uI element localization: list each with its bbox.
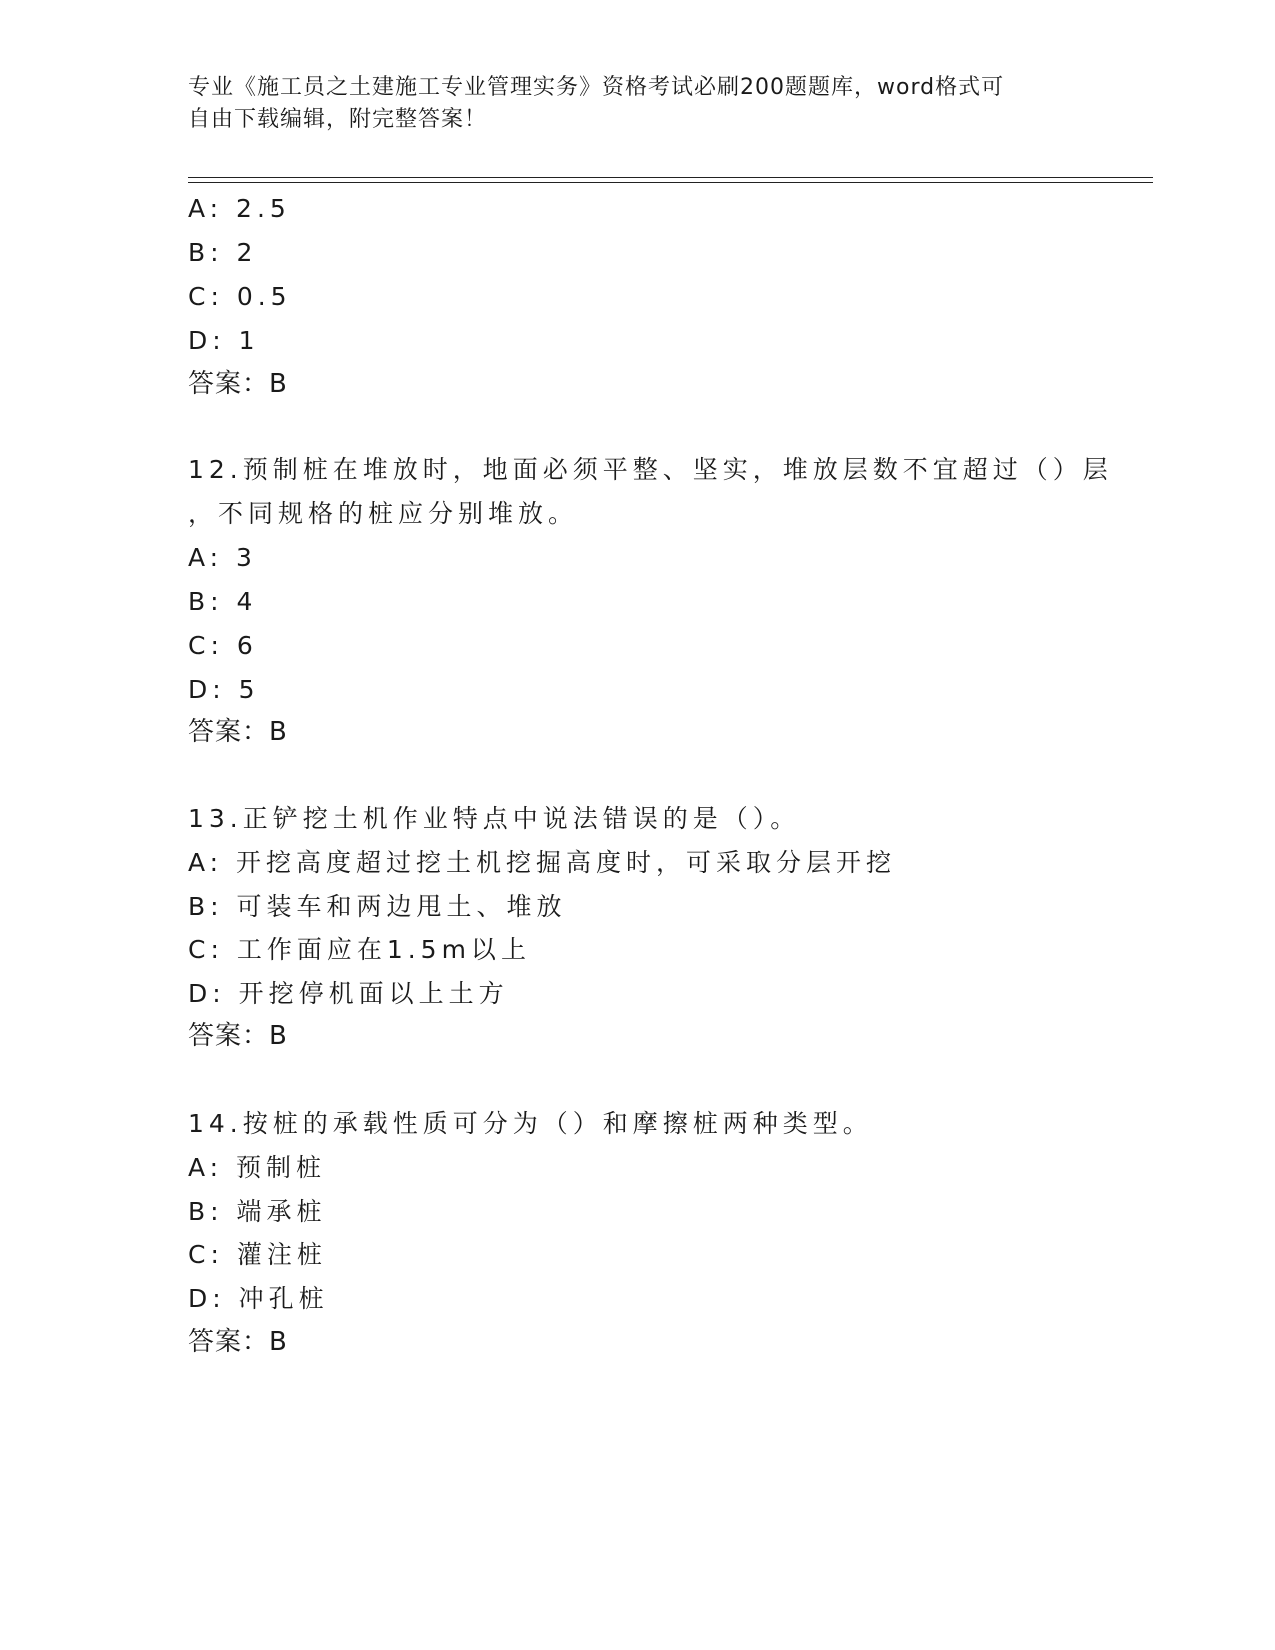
- q14-stem: 14.按桩的承载性质可分为（）和摩擦桩两种类型。: [188, 1109, 873, 1138]
- q12-stem-line-1: 12.预制桩在堆放时，地面必须平整、坚实，堆放层数不宜超过（）层: [188, 455, 1113, 484]
- q12-answer: 答案：B: [188, 717, 288, 747]
- q12-option-a: A: 3: [188, 543, 257, 572]
- q13-answer: 答案：B: [188, 1021, 288, 1051]
- q13-option-b: B: 可装车和两边甩土、堆放: [188, 892, 567, 921]
- q11-answer: 答案：B: [188, 369, 288, 399]
- q14-option-a: A: 预制桩: [188, 1153, 327, 1182]
- q11-option-a: A: 2.5: [188, 194, 291, 223]
- q14-answer: 答案：B: [188, 1327, 288, 1357]
- q14-option-c: C: 灌注桩: [188, 1240, 327, 1269]
- q13-stem: 13.正铲挖土机作业特点中说法错误的是（）。: [188, 804, 801, 833]
- header-line-1: 专业《施工员之土建施工专业管理实务》资格考试必刷200题题库，word格式可: [188, 75, 1005, 100]
- q13-option-d: D: 开挖停机面以上土方: [188, 979, 509, 1008]
- q11-option-c: C: 0.5: [188, 282, 292, 311]
- header-divider-bottom: [188, 182, 1153, 183]
- q11-option-d: D: 1: [188, 326, 260, 355]
- q11-option-b: B: 2: [188, 238, 258, 267]
- q13-option-c: C: 工作面应在1.5m以上: [188, 935, 531, 964]
- header-divider-top: [188, 177, 1153, 178]
- q12-option-b: B: 4: [188, 587, 258, 616]
- q12-stem-line-2: ，不同规格的桩应分别堆放。: [188, 499, 579, 528]
- q12-option-d: D: 5: [188, 675, 260, 704]
- q12-option-c: C: 6: [188, 631, 258, 660]
- document-header: [188, 72, 1088, 136]
- q13-option-a: A: 开挖高度超过挖土机挖掘高度时，可采取分层开挖: [188, 848, 897, 877]
- q14-option-d: D: 冲孔桩: [188, 1284, 329, 1313]
- header-line-2: 自由下载编辑，附完整答案！: [188, 107, 488, 132]
- q14-option-b: B: 端承桩: [188, 1197, 327, 1226]
